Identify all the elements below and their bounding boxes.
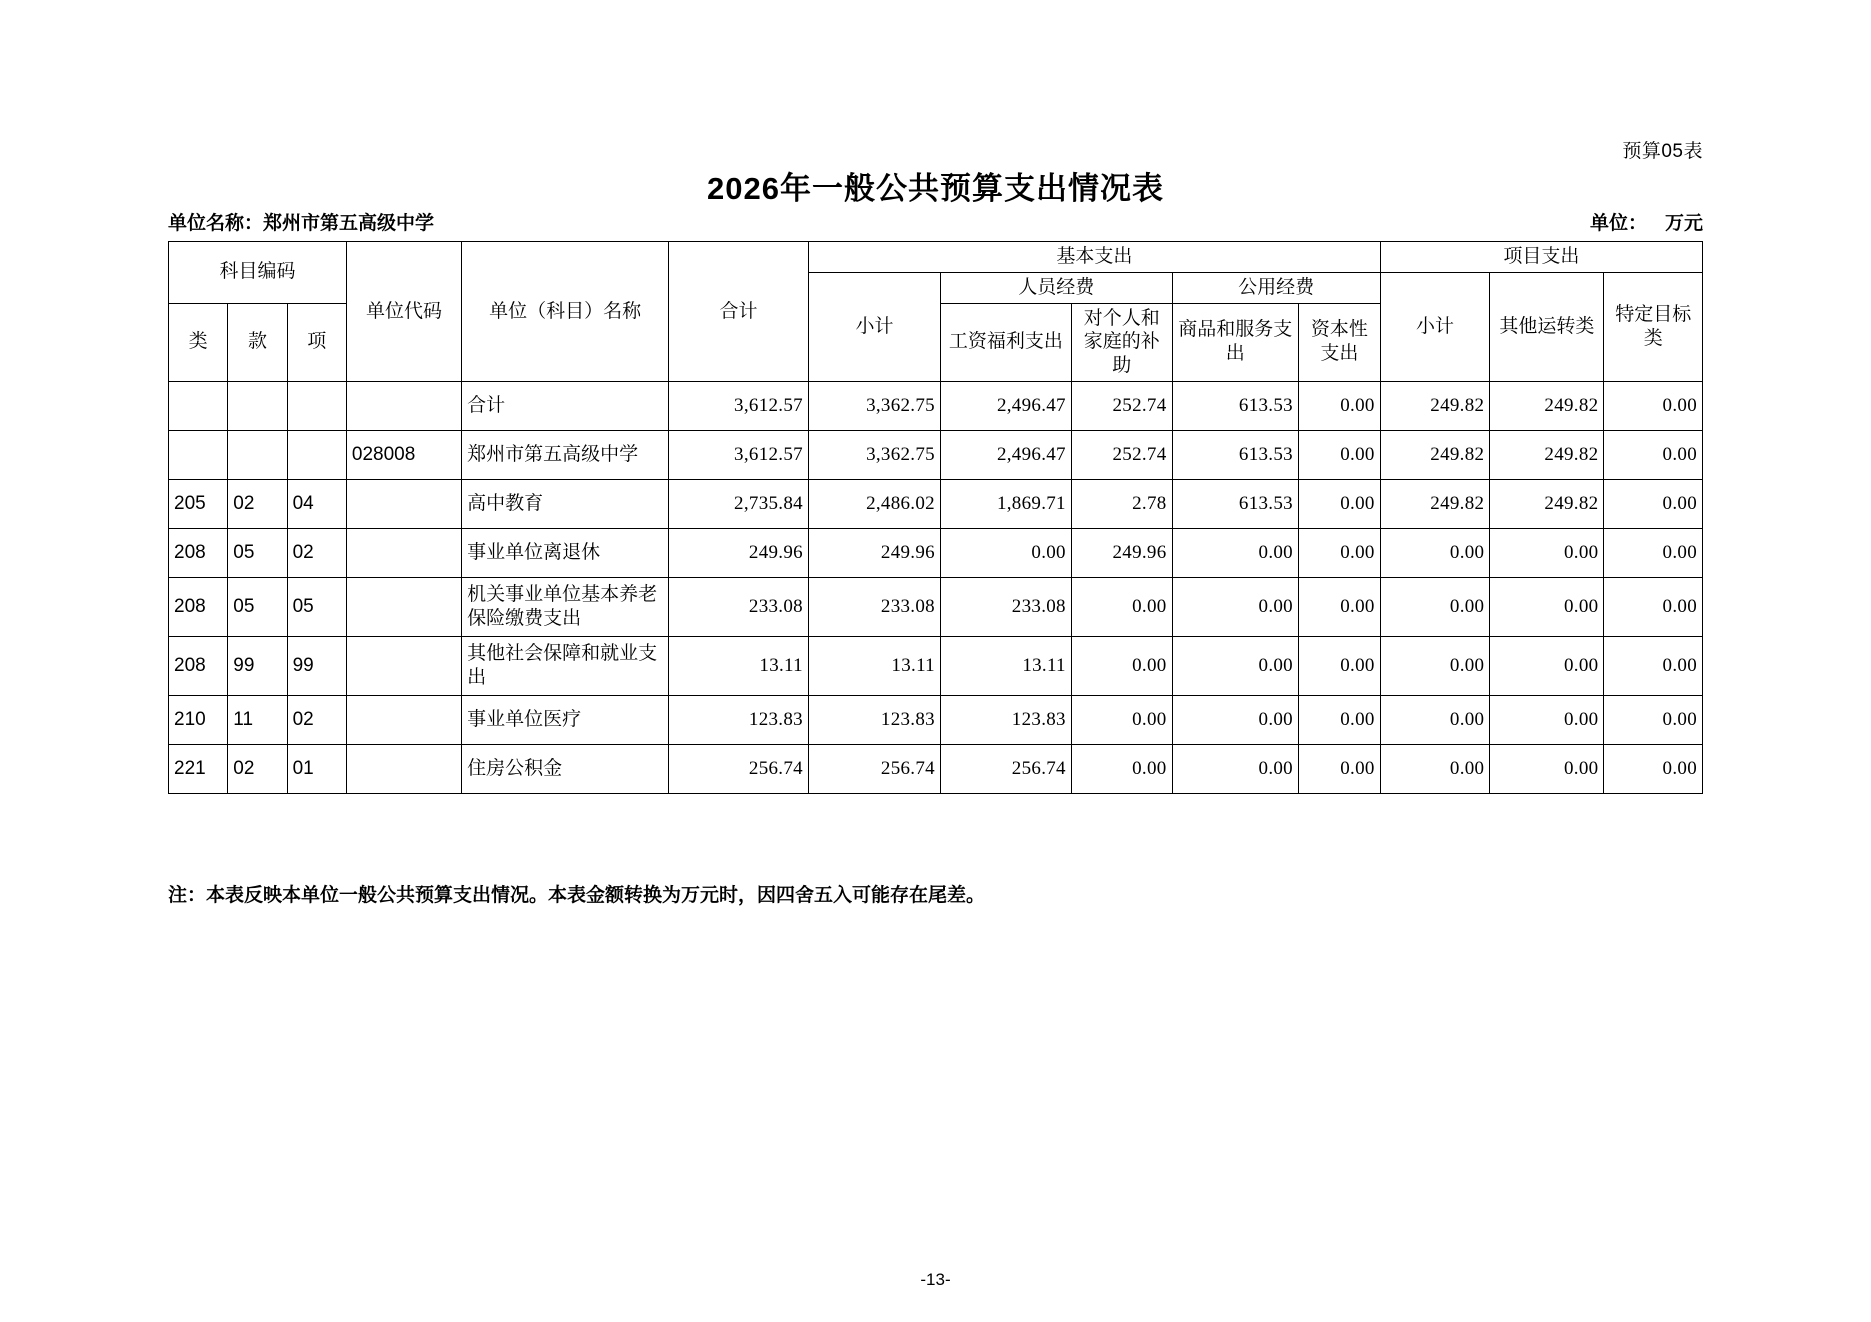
header-goods-services: 商品和服务支出: [1172, 303, 1298, 381]
cell-subject-name: 机关事业单位基本养老保险缴费支出: [462, 577, 669, 636]
cell-goods-services: 0.00: [1172, 636, 1298, 695]
cell-other-operation: 0.00: [1490, 636, 1604, 695]
cell-unit-code: 028008: [346, 430, 461, 479]
cell-salary-welfare: 13.11: [940, 636, 1071, 695]
table-row: [169, 381, 1703, 430]
cell-unit-code: [346, 636, 461, 695]
table-row: [169, 430, 1703, 479]
cell-basic-subtotal: 2,486.02: [808, 479, 940, 528]
cell-subject-name: 事业单位离退休: [462, 528, 669, 577]
cell-item: [287, 430, 346, 479]
header-basic-expenditure: 基本支出: [808, 242, 1380, 273]
cell-goods-services: 613.53: [1172, 381, 1298, 430]
cell-total: 3,612.57: [669, 381, 809, 430]
cell-project-subtotal: 249.82: [1380, 381, 1490, 430]
cell-individual-family-subsidy: 252.74: [1071, 381, 1172, 430]
cell-other-operation: 0.00: [1490, 744, 1604, 793]
cell-capital-expenditure: 0.00: [1298, 528, 1380, 577]
cell-individual-family-subsidy: 0.00: [1071, 695, 1172, 744]
cell-section: [228, 381, 287, 430]
header-project-expenditure: 项目支出: [1380, 242, 1702, 273]
header-personnel-funds: 人员经费: [940, 272, 1172, 303]
cell-goods-services: 613.53: [1172, 430, 1298, 479]
cell-class: 205: [169, 479, 228, 528]
cell-subject-name: 合计: [462, 381, 669, 430]
cell-individual-family-subsidy: 0.00: [1071, 636, 1172, 695]
cell-basic-subtotal: 233.08: [808, 577, 940, 636]
header-other-operation: 其他运转类: [1490, 272, 1604, 381]
cell-capital-expenditure: 0.00: [1298, 744, 1380, 793]
cell-class: 208: [169, 577, 228, 636]
cell-individual-family-subsidy: 0.00: [1071, 744, 1172, 793]
cell-class: 208: [169, 636, 228, 695]
unit-name-label: 单位名称：: [168, 213, 264, 234]
cell-salary-welfare: 256.74: [940, 744, 1071, 793]
cell-subject-name: 其他社会保障和就业支出: [462, 636, 669, 695]
cell-capital-expenditure: 0.00: [1298, 577, 1380, 636]
header-item: 项: [287, 303, 346, 381]
cell-goods-services: 0.00: [1172, 744, 1298, 793]
unit-measure-value: 万元: [1664, 213, 1703, 234]
cell-specific-target: 0.00: [1604, 479, 1703, 528]
cell-individual-family-subsidy: 2.78: [1071, 479, 1172, 528]
cell-project-subtotal: 249.82: [1380, 430, 1490, 479]
cell-section: 11: [228, 695, 287, 744]
cell-subject-name: 高中教育: [462, 479, 669, 528]
cell-total: 13.11: [669, 636, 809, 695]
form-code-label: 预算05表: [1622, 141, 1703, 162]
cell-salary-welfare: 233.08: [940, 577, 1071, 636]
cell-unit-code: [346, 744, 461, 793]
cell-project-subtotal: 0.00: [1380, 577, 1490, 636]
cell-unit-code: [346, 528, 461, 577]
cell-other-operation: 0.00: [1490, 577, 1604, 636]
cell-total: 3,612.57: [669, 430, 809, 479]
budget-table: [168, 241, 1703, 794]
unit-measure-block: [1590, 208, 1703, 235]
cell-subject-name: 事业单位医疗: [462, 695, 669, 744]
cell-item: 04: [287, 479, 346, 528]
table-body: [169, 381, 1703, 793]
cell-project-subtotal: 249.82: [1380, 479, 1490, 528]
cell-item: 02: [287, 695, 346, 744]
cell-specific-target: 0.00: [1604, 744, 1703, 793]
cell-class: 210: [169, 695, 228, 744]
cell-specific-target: 0.00: [1604, 528, 1703, 577]
header-row-1: [169, 242, 1703, 273]
cell-goods-services: 613.53: [1172, 479, 1298, 528]
cell-class: 221: [169, 744, 228, 793]
cell-project-subtotal: 0.00: [1380, 528, 1490, 577]
cell-capital-expenditure: 0.00: [1298, 430, 1380, 479]
cell-specific-target: 0.00: [1604, 577, 1703, 636]
table-row: [169, 528, 1703, 577]
table-row: [169, 636, 1703, 695]
cell-capital-expenditure: 0.00: [1298, 381, 1380, 430]
cell-section: [228, 430, 287, 479]
cell-other-operation: 0.00: [1490, 528, 1604, 577]
header-unit-subject-name: 单位（科目）名称: [462, 242, 669, 382]
cell-total: 256.74: [669, 744, 809, 793]
cell-basic-subtotal: 3,362.75: [808, 430, 940, 479]
cell-other-operation: 249.82: [1490, 381, 1604, 430]
table-row: [169, 695, 1703, 744]
cell-goods-services: 0.00: [1172, 577, 1298, 636]
header-capital-expenditure: 资本性支出: [1298, 303, 1380, 381]
cell-section: 05: [228, 528, 287, 577]
cell-basic-subtotal: 256.74: [808, 744, 940, 793]
cell-capital-expenditure: 0.00: [1298, 636, 1380, 695]
cell-project-subtotal: 0.00: [1380, 636, 1490, 695]
cell-section: 02: [228, 744, 287, 793]
header-unit-code: 单位代码: [346, 242, 461, 382]
page-number: -13-: [920, 1270, 951, 1289]
cell-total: 123.83: [669, 695, 809, 744]
table-row: [169, 479, 1703, 528]
cell-class: 208: [169, 528, 228, 577]
cell-capital-expenditure: 0.00: [1298, 479, 1380, 528]
cell-basic-subtotal: 123.83: [808, 695, 940, 744]
table-note: 注：本表反映本单位一般公共预算支出情况。本表金额转换为万元时，因四舍五入可能存在尾差。: [168, 885, 986, 906]
cell-capital-expenditure: 0.00: [1298, 695, 1380, 744]
cell-goods-services: 0.00: [1172, 528, 1298, 577]
cell-subject-name: 住房公积金: [462, 744, 669, 793]
cell-individual-family-subsidy: 249.96: [1071, 528, 1172, 577]
cell-individual-family-subsidy: 252.74: [1071, 430, 1172, 479]
cell-section: 02: [228, 479, 287, 528]
cell-salary-welfare: 123.83: [940, 695, 1071, 744]
cell-specific-target: 0.00: [1604, 381, 1703, 430]
cell-project-subtotal: 0.00: [1380, 744, 1490, 793]
cell-basic-subtotal: 13.11: [808, 636, 940, 695]
cell-section: 99: [228, 636, 287, 695]
cell-other-operation: 0.00: [1490, 695, 1604, 744]
cell-project-subtotal: 0.00: [1380, 695, 1490, 744]
cell-total: 2,735.84: [669, 479, 809, 528]
unit-measure-label: 单位：: [1589, 213, 1647, 234]
unit-name-value: 郑州市第五高级中学: [263, 213, 435, 234]
cell-salary-welfare: 0.00: [940, 528, 1071, 577]
page-title: 2026年一般公共预算支出情况表: [707, 171, 1164, 206]
cell-individual-family-subsidy: 0.00: [1071, 577, 1172, 636]
cell-class: [169, 381, 228, 430]
cell-section: 05: [228, 577, 287, 636]
cell-item: 05: [287, 577, 346, 636]
header-subject-code: 科目编码: [169, 242, 347, 304]
cell-total: 233.08: [669, 577, 809, 636]
cell-item: 01: [287, 744, 346, 793]
cell-item: [287, 381, 346, 430]
cell-unit-code: [346, 381, 461, 430]
cell-subject-name: 郑州市第五高级中学: [462, 430, 669, 479]
cell-unit-code: [346, 695, 461, 744]
cell-specific-target: 0.00: [1604, 636, 1703, 695]
cell-salary-welfare: 2,496.47: [940, 430, 1071, 479]
cell-item: 02: [287, 528, 346, 577]
header-basic-subtotal: 小计: [808, 272, 940, 381]
header-section: 款: [228, 303, 287, 381]
table-row: [169, 577, 1703, 636]
table-row: [169, 744, 1703, 793]
cell-item: 99: [287, 636, 346, 695]
header-public-funds: 公用经费: [1172, 272, 1380, 303]
header-individual-family-subsidy: 对个人和家庭的补助: [1071, 303, 1172, 381]
cell-total: 249.96: [669, 528, 809, 577]
unit-name-block: [168, 208, 434, 235]
cell-basic-subtotal: 3,362.75: [808, 381, 940, 430]
header-salary-welfare: 工资福利支出: [940, 303, 1071, 381]
cell-specific-target: 0.00: [1604, 430, 1703, 479]
cell-salary-welfare: 1,869.71: [940, 479, 1071, 528]
cell-basic-subtotal: 249.96: [808, 528, 940, 577]
cell-other-operation: 249.82: [1490, 430, 1604, 479]
cell-unit-code: [346, 479, 461, 528]
header-project-subtotal: 小计: [1380, 272, 1490, 381]
cell-salary-welfare: 2,496.47: [940, 381, 1071, 430]
cell-specific-target: 0.00: [1604, 695, 1703, 744]
cell-unit-code: [346, 577, 461, 636]
header-specific-target: 特定目标类: [1604, 272, 1703, 381]
header-class: 类: [169, 303, 228, 381]
header-total: 合计: [669, 242, 809, 382]
cell-goods-services: 0.00: [1172, 695, 1298, 744]
meta-row: [168, 208, 1703, 235]
cell-class: [169, 430, 228, 479]
cell-other-operation: 249.82: [1490, 479, 1604, 528]
